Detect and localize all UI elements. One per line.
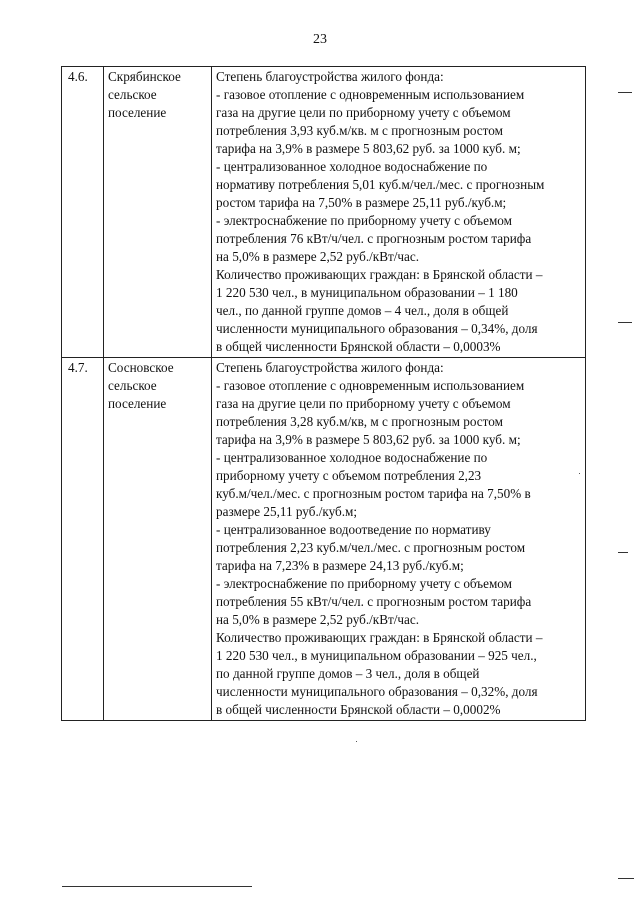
settlement-name-line: поселение xyxy=(108,105,167,120)
description-line: на 5,0% в размере 2,52 руб./кВт/час. xyxy=(216,612,420,627)
scan-margin-mark xyxy=(618,552,628,553)
description-line: тарифа на 7,23% в размере 24,13 руб./куб.м; xyxy=(216,558,464,573)
description-line: газа на другие цели по приборному учету с объемом xyxy=(216,105,511,120)
description-line: на 5,0% в размере 2,52 руб./кВт/час. xyxy=(216,249,420,264)
description-line: в общей численности Брянской области – 0,0002% xyxy=(216,702,501,717)
description-line: - централизованное холодное водоснабжение по xyxy=(216,450,488,465)
scan-margin-mark xyxy=(618,322,632,323)
description-line: газа на другие цели по приборному учету с объемом xyxy=(216,396,511,411)
scan-margin-mark xyxy=(618,92,632,93)
description-line: чел., по данной группе домов – 4 чел., доля в общей xyxy=(216,303,509,318)
settlement-name-line: сельское xyxy=(108,378,157,393)
description-line: потребления 55 кВт/ч/чел. с прогнозным ростом тарифа xyxy=(216,594,532,609)
settlement-name-line: Скрябинское xyxy=(108,69,181,84)
description-line: численности муниципального образования – 0,34%, доля xyxy=(216,321,538,336)
description-line: 1 220 530 чел., в муниципальном образовании – 1 180 xyxy=(216,285,518,300)
settlement-name-line: Сосновское xyxy=(108,360,174,375)
settlement-name-cell xyxy=(104,358,212,721)
description-line: - газовое отопление с одновременным использованием xyxy=(216,87,525,102)
row-number-cell xyxy=(62,67,104,358)
description-line: - централизованное водоотведение по нормативу xyxy=(216,522,491,537)
scan-speck xyxy=(579,473,580,474)
description-line: потребления 3,28 куб.м/кв, м с прогнозным ростом xyxy=(216,414,503,429)
settlement-name-line: сельское xyxy=(108,87,157,102)
description-line: потребления 3,93 куб.м/кв. м с прогнозным ростом xyxy=(216,123,503,138)
tariff-table xyxy=(61,66,586,721)
description-line: нормативу потребления 5,01 куб.м/чел./мес. с прогнозным xyxy=(216,177,545,192)
description-line: потребления 2,23 куб.м/чел./мес. с прогнозным ростом xyxy=(216,540,526,555)
scan-margin-mark xyxy=(618,878,634,879)
row-number: 4.7. xyxy=(68,360,88,375)
description-line: размере 25,11 руб./куб.м; xyxy=(216,504,358,519)
description-line: потребления 76 кВт/ч/чел. с прогнозным ростом тарифа xyxy=(216,231,532,246)
table-body xyxy=(62,67,586,721)
description-line: тарифа на 3,9% в размере 5 803,62 руб. за 1000 куб. м; xyxy=(216,141,521,156)
row-number-cell xyxy=(62,358,104,721)
settlement-name-line: поселение xyxy=(108,396,167,411)
page-number: 23 xyxy=(313,32,327,47)
description-line: в общей численности Брянской области – 0,0003% xyxy=(216,339,501,354)
description-line: куб.м/чел./мес. с прогнозным ростом тарифа на 7,50% в xyxy=(216,486,531,501)
description-line: - газовое отопление с одновременным использованием xyxy=(216,378,525,393)
description-line: ростом тарифа на 7,50% в размере 25,11 руб./куб.м; xyxy=(216,195,507,210)
scan-speck xyxy=(356,741,357,742)
description-line: - электроснабжение по приборному учету с объемом xyxy=(216,576,512,591)
description-line: 1 220 530 чел., в муниципальном образовании – 925 чел., xyxy=(216,648,537,663)
description-line: тарифа на 3,9% в размере 5 803,62 руб. за 1000 куб. м; xyxy=(216,432,521,447)
footer-rule xyxy=(62,886,252,887)
description-line: по данной группе домов – 3 чел., доля в общей xyxy=(216,666,480,681)
settlement-name-cell xyxy=(104,67,212,358)
description-line: - централизованное холодное водоснабжение по xyxy=(216,159,488,174)
description-line: Количество проживающих граждан: в Брянской области – xyxy=(216,267,543,282)
description-cell xyxy=(212,358,586,721)
table-row xyxy=(62,358,586,721)
description-line: приборному учету с объемом потребления 2,23 xyxy=(216,468,482,483)
row-number: 4.6. xyxy=(68,69,88,84)
description-cell xyxy=(212,67,586,358)
description-line: Степень благоустройства жилого фонда: xyxy=(216,69,444,84)
table-row xyxy=(62,67,586,358)
description-line: Количество проживающих граждан: в Брянской области – xyxy=(216,630,543,645)
description-line: численности муниципального образования – 0,32%, доля xyxy=(216,684,538,699)
description-line: - электроснабжение по приборному учету с объемом xyxy=(216,213,512,228)
description-line: Степень благоустройства жилого фонда: xyxy=(216,360,444,375)
